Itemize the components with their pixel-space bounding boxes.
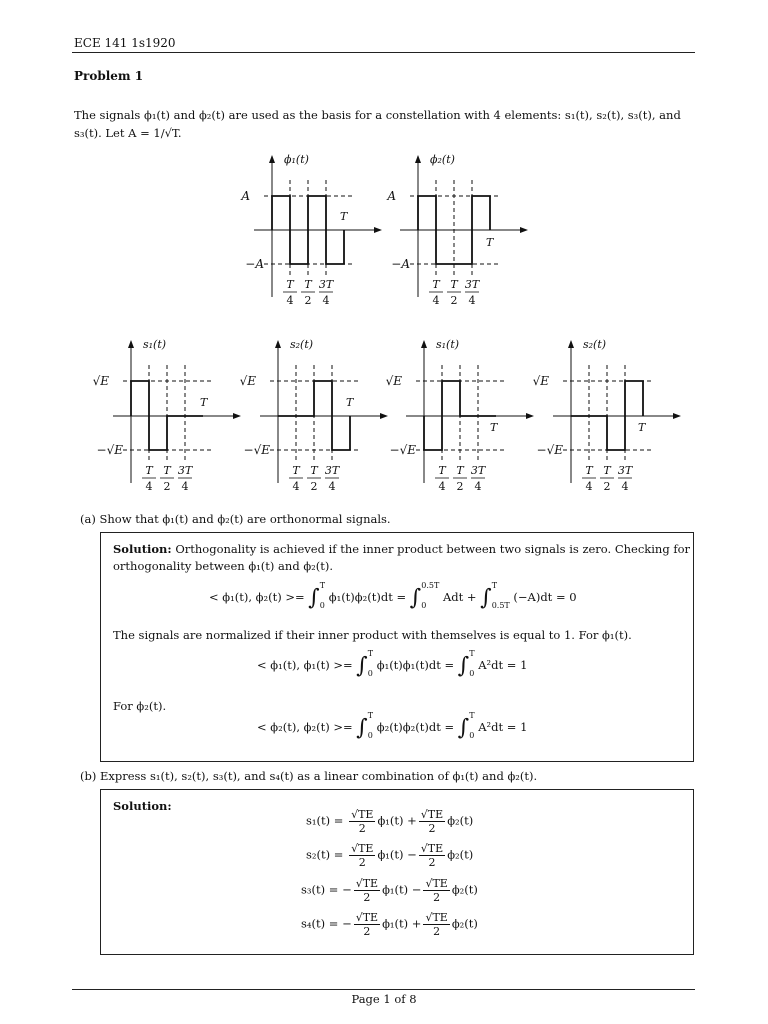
tick-numerator: T — [163, 464, 171, 477]
y-axis-arrow — [269, 155, 275, 163]
upper-limit: T — [319, 581, 326, 590]
row-lhs: s₃(t) = — [301, 882, 339, 897]
coefficient-denominator: 2 — [358, 856, 366, 869]
integral-limits — [492, 581, 510, 611]
upper-limit: T — [469, 649, 475, 658]
lower-limit: 0 — [319, 601, 325, 610]
amplitude-negative-label: −A — [391, 257, 410, 271]
amplitude-positive-label: A — [387, 189, 396, 203]
row-lhs: s₄(t) = — [301, 916, 339, 931]
integral-sign: ∫ — [356, 715, 368, 741]
signal-label: s₁(t) — [143, 338, 167, 351]
x-axis-arrow — [526, 413, 534, 419]
amplitude-negative-label: −√E — [243, 443, 270, 457]
coefficient-fraction — [419, 842, 445, 869]
amplitude-negative-label: −A — [245, 257, 264, 271]
tick-numerator: T — [292, 464, 300, 477]
integral-sign: ∫ — [308, 585, 320, 611]
tick-numerator: 3T — [177, 464, 193, 477]
row-middle: ϕ₁(t) − — [382, 882, 422, 897]
row-end: ϕ₂(t) — [447, 847, 474, 862]
tick-denominator: 4 — [181, 480, 189, 493]
coefficient-numerator: √TE — [425, 911, 448, 924]
y-axis-arrow — [415, 155, 421, 163]
coefficient-fraction — [349, 842, 375, 869]
upper-limit: T — [367, 649, 374, 658]
tick-numerator: T — [450, 278, 458, 291]
eq1-lhs: < ϕ₁(t), ϕ₂(t) >= — [209, 590, 305, 604]
signal-label: s₁(t) — [436, 338, 460, 351]
linear-combination-row — [301, 911, 478, 938]
coefficient-denominator: 2 — [433, 891, 441, 904]
tick-denominator: 4 — [474, 480, 482, 493]
eq3-lhs: < ϕ₂(t), ϕ₂(t) >= — [257, 720, 353, 734]
problem-title: Problem 1 — [74, 69, 144, 83]
tick-denominator: 4 — [328, 480, 336, 493]
linear-combination-row — [306, 842, 473, 869]
tick-denominator: 2 — [456, 480, 464, 493]
period-label: T — [486, 236, 494, 249]
tick-denominator: 4 — [286, 294, 294, 307]
tick-numerator: T — [304, 278, 312, 291]
integral-sign: ∫ — [409, 585, 422, 611]
page-number: Page 1 of 8 — [351, 992, 417, 1006]
tick-numerator: T — [432, 278, 440, 291]
lower-limit: 0 — [367, 669, 373, 678]
tick-numerator: T — [438, 464, 446, 477]
tick-denominator: 4 — [621, 480, 629, 493]
amplitude-positive-label: √E — [385, 374, 402, 388]
tick-denominator: 4 — [292, 480, 300, 493]
integral-limits — [421, 581, 439, 611]
y-axis-arrow — [421, 340, 427, 348]
coefficient-denominator: 2 — [358, 822, 366, 835]
row-middle: ϕ₁(t) + — [382, 916, 422, 931]
eq2-integrand-2: A²dt = 1 — [478, 658, 528, 672]
linear-combination-row — [301, 877, 478, 904]
course-header: ECE 141 1s1920 — [74, 36, 176, 50]
integral-limits — [469, 649, 474, 679]
eq2-lhs: < ϕ₁(t), ϕ₁(t) >= — [257, 658, 353, 672]
integral-sign: ∫ — [356, 653, 368, 679]
lower-limit: 0.5T — [491, 601, 510, 610]
x-axis-arrow — [520, 227, 528, 233]
eq1-integrand: ϕ₁(t)ϕ₂(t)dt = — [328, 590, 407, 604]
period-label: T — [638, 421, 646, 434]
coefficient-denominator: 2 — [363, 925, 371, 938]
tick-numerator: T — [603, 464, 611, 477]
tick-denominator: 4 — [432, 294, 440, 307]
part-a-text-2: orthogonality between ϕ₁(t) and ϕ₂(t). — [113, 559, 334, 573]
coefficient-fraction — [419, 808, 445, 835]
amplitude-positive-label: A — [241, 189, 250, 203]
coefficient-denominator: 2 — [433, 925, 441, 938]
coefficient-denominator: 2 — [363, 891, 371, 904]
coefficient-fraction — [423, 877, 449, 904]
coefficient-numerator: √TE — [420, 842, 444, 855]
part-a-solution-box — [100, 532, 694, 762]
amplitude-positive-label: √E — [239, 374, 256, 388]
signal-label: ϕ₂(t) — [430, 153, 455, 166]
tick-denominator: 2 — [163, 480, 171, 493]
integral-limits — [368, 711, 373, 741]
intro-line-2: s₃(t). Let A = 1/√T. — [74, 126, 182, 140]
tick-numerator: T — [145, 464, 153, 477]
x-axis-arrow — [233, 413, 241, 419]
coefficient-numerator: √TE — [355, 877, 379, 890]
upper-limit: T — [367, 711, 374, 720]
upper-limit: T — [491, 581, 498, 590]
coefficient-numerator: √TE — [355, 911, 379, 924]
tick-denominator: 2 — [304, 294, 312, 307]
part-b-question: (b) Express s₁(t), s₂(t), s₃(t), and s₄(t) as a linear combination of ϕ₁(t) and ϕ₂(t). — [80, 769, 538, 783]
coefficient-numerator: √TE — [420, 808, 444, 821]
upper-limit: T — [469, 711, 475, 720]
row-sign: − — [342, 916, 352, 931]
eq3-integrand-2: A²dt = 1 — [478, 720, 528, 734]
inner-product-phi1-phi1 — [257, 651, 527, 681]
y-axis-arrow — [275, 340, 281, 348]
amplitude-negative-label: −√E — [96, 443, 123, 457]
tick-denominator: 2 — [310, 480, 318, 493]
inner-product-phi1-phi2 — [209, 583, 577, 613]
period-label: T — [340, 210, 348, 223]
solution-label: Solution: — [113, 799, 172, 813]
lower-limit: 0 — [469, 731, 475, 740]
coefficient-denominator: 2 — [428, 856, 436, 869]
tick-denominator: 4 — [468, 294, 476, 307]
integral-limits — [368, 649, 373, 679]
amplitude-positive-label: √E — [92, 374, 109, 388]
part-b-solution-label — [113, 798, 172, 815]
eq1-integrand-3: (−A)dt = 0 — [513, 590, 577, 604]
upper-limit: 0.5T — [421, 581, 440, 590]
part-a-text-4: For ϕ₂(t). — [113, 699, 167, 713]
footer-rule — [72, 989, 695, 990]
x-axis-arrow — [380, 413, 388, 419]
tick-denominator: 4 — [438, 480, 446, 493]
signal-label: s₂(t) — [290, 338, 314, 351]
coefficient-denominator: 2 — [428, 822, 436, 835]
x-axis-arrow — [374, 227, 382, 233]
tick-numerator: 3T — [464, 278, 480, 291]
tick-numerator: T — [310, 464, 318, 477]
coefficient-numerator: √TE — [425, 877, 448, 890]
tick-numerator: 3T — [617, 464, 633, 477]
coefficient-numerator: √TE — [351, 842, 374, 855]
tick-numerator: T — [456, 464, 464, 477]
row-middle: ϕ₁(t) + — [377, 813, 417, 828]
row-lhs: s₁(t) = — [306, 813, 344, 828]
period-label: T — [200, 396, 208, 409]
inner-product-phi2-phi2 — [257, 713, 527, 743]
amplitude-positive-label: √E — [532, 374, 549, 388]
row-middle: ϕ₁(t) − — [377, 847, 417, 862]
period-label: T — [490, 421, 498, 434]
tick-denominator: 2 — [603, 480, 611, 493]
tick-numerator: 3T — [324, 464, 340, 477]
x-axis-arrow — [673, 413, 681, 419]
tick-numerator: T — [585, 464, 593, 477]
row-end: ϕ₂(t) — [447, 813, 474, 828]
row-end: ϕ₂(t) — [451, 916, 478, 931]
signal-label: ϕ₁(t) — [284, 153, 309, 166]
amplitude-negative-label: −√E — [389, 443, 416, 457]
lower-limit: 0 — [367, 731, 373, 740]
part-a-text-3: The signals are normalized if their inner product with themselves is equal to 1. For ϕ₁(t). — [113, 628, 632, 642]
tick-numerator: 3T — [318, 278, 334, 291]
y-axis-arrow — [128, 340, 134, 348]
signal-label: s₂(t) — [583, 338, 607, 351]
solution-label: Solution: — [113, 542, 172, 556]
y-axis-arrow — [568, 340, 574, 348]
coefficient-fraction — [423, 911, 449, 938]
tick-numerator: 3T — [470, 464, 486, 477]
part-b-solution-box — [100, 789, 694, 955]
tick-denominator: 4 — [322, 294, 330, 307]
coefficient-fraction — [354, 877, 380, 904]
row-end: ϕ₂(t) — [451, 882, 478, 897]
orthogonality-text: Orthogonality is achieved if the inner product between two signals is zero. Checking for — [175, 542, 691, 556]
lower-limit: 0 — [469, 669, 475, 678]
integral-sign: ∫ — [457, 715, 470, 741]
linear-combination-row — [306, 808, 473, 835]
eq2-integrand: ϕ₁(t)ϕ₁(t)dt = — [376, 658, 455, 672]
part-a-question: (a) Show that ϕ₁(t) and ϕ₂(t) are orthonormal signals. — [80, 512, 391, 526]
lower-limit: 0 — [421, 601, 427, 610]
integral-sign: ∫ — [457, 653, 470, 679]
coefficient-fraction — [349, 808, 375, 835]
integral-limits — [469, 711, 474, 741]
amplitude-negative-label: −√E — [536, 443, 563, 457]
coefficient-numerator: √TE — [351, 808, 374, 821]
eq1-integrand-2: Adt + — [442, 590, 477, 604]
coefficient-fraction — [354, 911, 380, 938]
intro-line-1: The signals ϕ₁(t) and ϕ₂(t) are used as the basis for a constellation with 4 elements: s₁(t), s₂(t), s₃(t), and — [74, 108, 681, 122]
tick-numerator: T — [286, 278, 294, 291]
tick-denominator: 4 — [585, 480, 593, 493]
period-label: T — [346, 396, 354, 409]
integral-sign: ∫ — [480, 585, 492, 611]
row-lhs: s₂(t) = — [306, 847, 344, 862]
row-sign: − — [342, 882, 352, 897]
part-a-text-1 — [113, 541, 690, 558]
tick-denominator: 4 — [145, 480, 153, 493]
tick-denominator: 2 — [450, 294, 458, 307]
integral-limits — [320, 581, 325, 611]
eq3-integrand: ϕ₂(t)ϕ₂(t)dt = — [376, 720, 455, 734]
